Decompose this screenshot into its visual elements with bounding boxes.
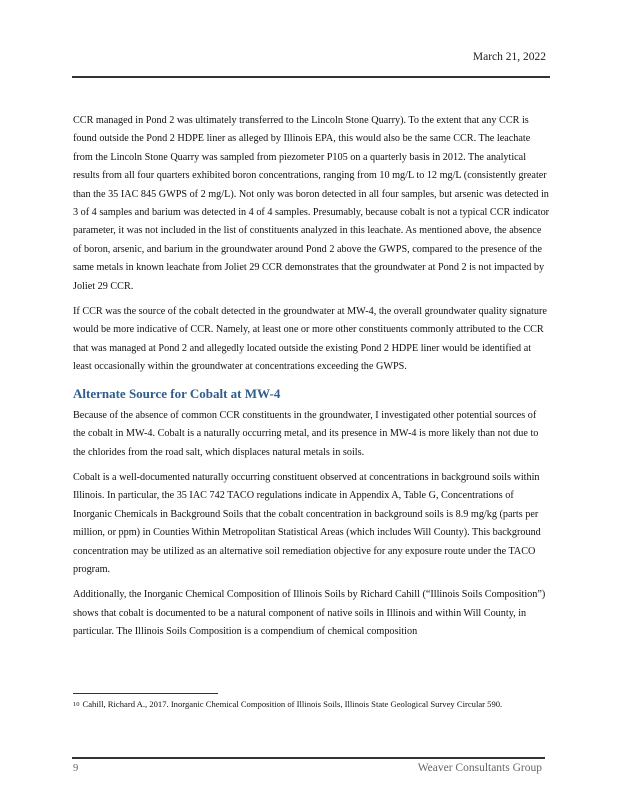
footer-company: Weaver Consultants Group xyxy=(417,762,542,774)
paragraph-soils-composition: Additionally, the Inorganic Chemical Composition of Illinois Soils by Richard Cahill (“Illinois Soils Composition”) shows that cobalt is documented to be a natural component of native soils in Illinois and within Will County, in particular. The Illinois Soils Composition is a compendium of chemical composition xyxy=(73,589,546,638)
page-number: 9 xyxy=(73,763,79,774)
footnote-rule xyxy=(73,693,218,694)
body-text xyxy=(73,112,551,649)
paragraph-cobalt-sources: Because of the absence of common CCR constituents in the groundwater, I investigated other potential sources of the cobalt in MW-4. Cobalt is a naturally occurring metal, and its presence in MW-4 is more likely than not due to the chlorides from the road salt, which displaces natural metals in soils. xyxy=(73,409,539,458)
footer-rule xyxy=(72,757,545,759)
paragraph-background-soils: Cobalt is a well-documented naturally occurring constituent observed at concentrations in background soils within Illinois. In particular, the 35 IAC 742 TACO regulations indicate in Appendix A, Table G, Concentrations of Inorganic Chemicals in Background Soils that the cobalt concentration in background soils is 8.9 mg/kg (parts per million, or ppm) in Counties Within Metropolitan Statistical Areas (which includes Will County). This background concentration may be utilized as an alternative soil remediation objective for any exposure route under the TACO program. xyxy=(73,471,541,575)
paragraph-ccr-source: If CCR was the source of the cobalt detected in the groundwater at MW-4, the overall groundwater quality signature would be more indicative of CCR. Namely, at least one or more other constituents commonly attributed to the CCR that was managed at Pond 2 and allegedly located outside the existing Pond 2 HDPE liner would be identified at least occasionally within the groundwater at concentrations exceeding the GWPS. xyxy=(73,306,547,373)
footnote-text: Cahill, Richard A., 2017. Inorganic Chemical Composition of Illinois Soils, Illinois State Geological Survey Circular 590. xyxy=(82,699,503,709)
paragraph-leachate: CCR managed in Pond 2 was ultimately transferred to the Lincoln Stone Quarry). To the extent that any CCR is found outside the Pond 2 HDPE liner as alleged by Illinois EPA, this would also be the same CCR. The leachate from the Lincoln Stone Quarry was sampled from piezometer P105 on a quarterly basis in 2012. The analytical results from all four quarters exhibited boron concentrations, ranging from 10 mg/L to 12 mg/L (consistently greater than the 35 IAC 845 GWPS of 2 mg/L). Not only was boron detected in all four samples, but arsenic was detected in 3 of 4 samples and barium was detected in 4 of 4 samples. Presumably, because cobalt is not a typical CCR indicator parameter, it was not included in the list of constituents analyzed in this leachate. As mentioned above, the absence of boron, arsenic, and barium in the groundwater around Pond 2 above the GWPS, compared to the presence of the same metals in known leachate from Joliet 29 CCR demonstrates that the groundwater at Pond 2 is not impacted by Joliet 29 CCR. xyxy=(73,115,550,292)
footnote-number: 10 xyxy=(73,701,80,708)
header-rule xyxy=(72,76,550,78)
header-date: March 21, 2022 xyxy=(472,51,546,63)
footnote xyxy=(73,697,551,711)
section-heading: Alternate Source for Cobalt at MW-4 xyxy=(73,385,281,401)
